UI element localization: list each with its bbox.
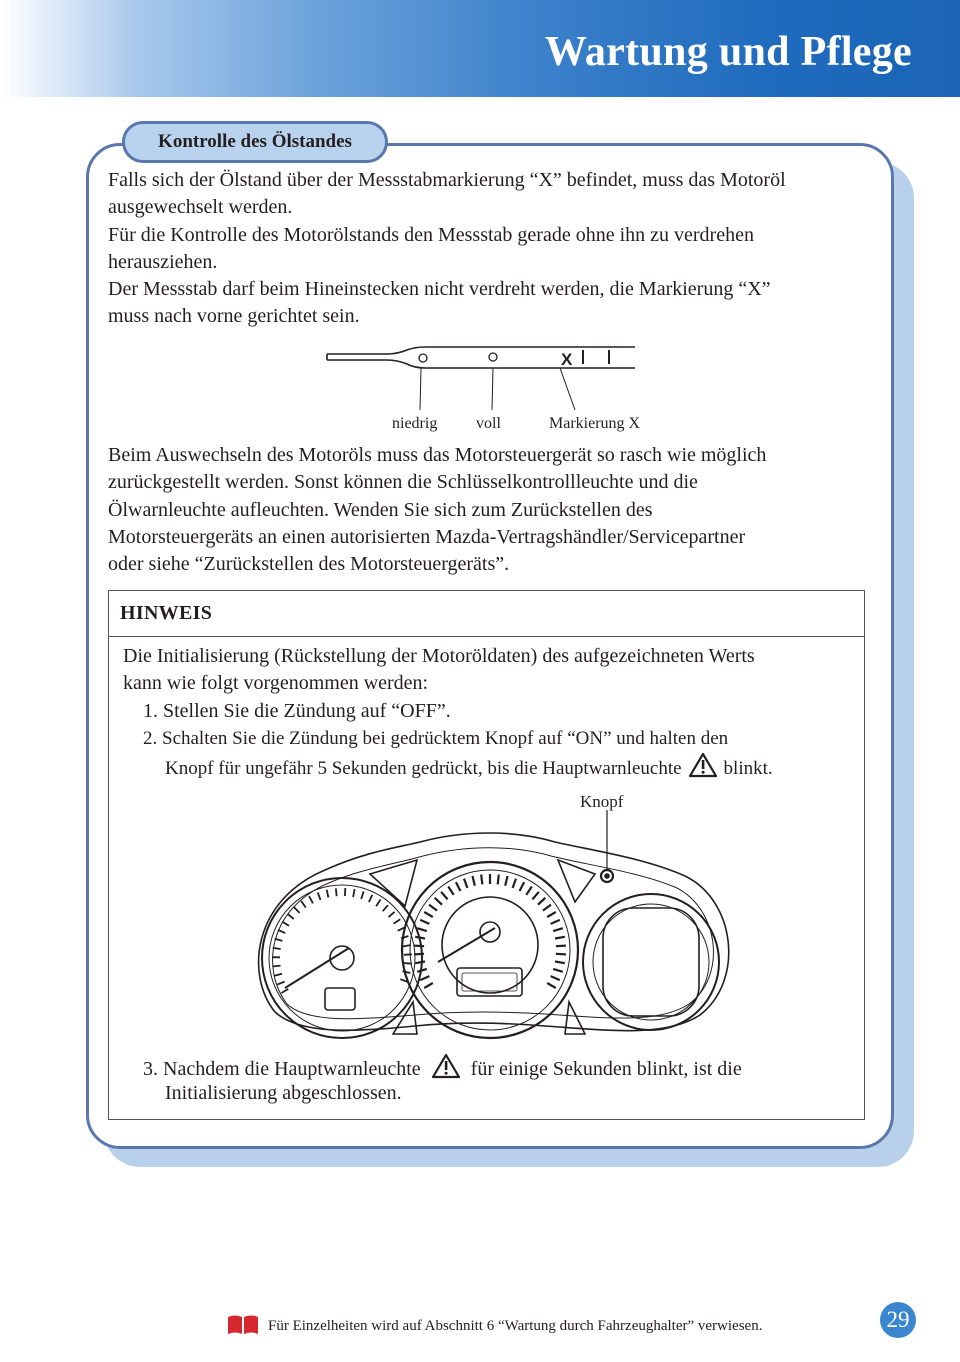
reset-line: Ölwarnleuchte aufleuchten. Wenden Sie sich zum Zurückstellen des bbox=[108, 498, 653, 521]
gauge-tick bbox=[415, 962, 425, 964]
gauge-tick bbox=[404, 954, 412, 955]
note-heading: HINWEIS bbox=[120, 602, 213, 624]
gauge-tick bbox=[275, 939, 283, 941]
dipstick-label-low: niedrig bbox=[392, 415, 438, 432]
dipstick-mark-symbol: X bbox=[561, 350, 573, 369]
gauge-tick bbox=[277, 982, 284, 985]
gauge-tick bbox=[353, 889, 355, 897]
gauge-tick bbox=[553, 928, 563, 931]
gauge-tick bbox=[556, 954, 566, 955]
gauge-tick bbox=[555, 937, 565, 939]
gauge-tick bbox=[417, 928, 427, 931]
gauge-tick bbox=[424, 912, 433, 917]
knob-label: Knopf bbox=[580, 792, 624, 811]
gauge-tick bbox=[282, 922, 289, 926]
gauge-tick bbox=[281, 989, 288, 993]
gauge-tick bbox=[556, 946, 566, 947]
gauge-tick bbox=[424, 983, 433, 988]
gauge-tick bbox=[273, 966, 281, 967]
instrument-cluster-illustration bbox=[245, 790, 730, 1035]
gauge-tick bbox=[273, 948, 281, 949]
note-step-1: 1. Stellen Sie die Zündung auf “OFF”. bbox=[143, 700, 451, 722]
gauge-tick bbox=[404, 963, 412, 964]
gauge-tick bbox=[505, 876, 507, 886]
gauge-tick bbox=[274, 974, 282, 976]
gauge-tick bbox=[420, 920, 429, 924]
note-intro-line: kann wie folgt vorgenommen werden: bbox=[123, 672, 429, 694]
gauge-tick bbox=[394, 919, 401, 923]
gauge-tick bbox=[520, 882, 525, 891]
gauge-tick bbox=[441, 892, 448, 900]
gauge-tick bbox=[301, 901, 306, 908]
gauge-tick bbox=[473, 876, 475, 886]
gauge-tick bbox=[498, 875, 499, 885]
gauge-tick bbox=[547, 983, 556, 988]
book-icon bbox=[226, 1313, 260, 1335]
note-step-3-line-1 bbox=[143, 1053, 742, 1083]
gauge-tick bbox=[336, 888, 337, 896]
intro-line: Für die Kontrolle des Motorölstands den Messstab gerade ohne ihn zu verdrehen bbox=[108, 223, 754, 246]
gauge-tick bbox=[551, 920, 560, 924]
gauge-tick bbox=[547, 912, 556, 917]
gauge-tick bbox=[403, 971, 411, 973]
note-step-3-text: für einige Sekunden blinkt, ist die bbox=[470, 1058, 742, 1080]
reset-paragraph bbox=[108, 442, 888, 578]
intro-line: Falls sich der Ölstand über der Messstabmarkierung “X” befindet, muss das Motoröl bbox=[108, 169, 786, 191]
gauge-tick bbox=[288, 914, 294, 919]
note-intro-line: Die Initialisierung (Rückstellung der Motoröldaten) des aufgezeichneten Werts bbox=[123, 645, 755, 667]
intro-line: ausgewechselt werden. bbox=[108, 196, 293, 219]
note-header bbox=[109, 591, 864, 637]
note-step-2-text: blinkt. bbox=[723, 758, 773, 779]
gauge-tick bbox=[435, 898, 442, 905]
dipstick-label-full: voll bbox=[476, 415, 501, 432]
reset-line: oder siehe “Zurückstellen des Motorsteuergeräts”. bbox=[108, 553, 510, 576]
gauge-tick bbox=[327, 890, 329, 898]
intro-line: herausziehen. bbox=[108, 250, 218, 273]
reset-line: Beim Auswechseln des Motoröls muss das Motorsteuergerät so rasch wie möglich bbox=[108, 444, 767, 466]
gauge-tick bbox=[448, 887, 454, 895]
gauge-tick bbox=[526, 887, 532, 895]
gauge-tick bbox=[532, 892, 539, 900]
gauge-tick bbox=[481, 875, 482, 885]
section-title: Kontrolle des Ölstandes bbox=[158, 131, 352, 152]
gauge-tick bbox=[361, 891, 363, 899]
page-number: 29 bbox=[880, 1302, 916, 1338]
gauge-tick bbox=[415, 937, 425, 939]
dipstick-illustration bbox=[325, 338, 670, 438]
gauge-tick bbox=[309, 896, 313, 903]
gauge-tick bbox=[513, 879, 516, 888]
gauge-tick bbox=[318, 892, 321, 900]
note-step-2-line-2 bbox=[165, 752, 773, 782]
gauge-tick bbox=[414, 946, 424, 947]
note-step-3-text: 3. Nachdem die Hauptwarnleuchte bbox=[143, 1058, 421, 1080]
gauge-tick bbox=[464, 879, 467, 888]
page-header bbox=[0, 0, 960, 97]
gauge-tick bbox=[383, 905, 388, 911]
gauge-tick bbox=[555, 962, 565, 964]
gauge-tick bbox=[543, 905, 551, 911]
gauge-tick bbox=[456, 882, 461, 891]
master-warning-icon bbox=[688, 752, 718, 778]
gauge-tick bbox=[376, 900, 380, 907]
reset-line: Motorsteuergeräts an einen autorisierten Mazda-Vertragshändler/Servicepartner bbox=[108, 525, 746, 548]
dipstick-label-mark: Markierung X bbox=[549, 415, 641, 432]
note-step-2-line-1: 2. Schalten Sie die Zündung bei gedrücktem Knopf auf “ON” und halten den bbox=[143, 728, 729, 749]
master-warning-icon bbox=[431, 1053, 461, 1079]
gauge-tick bbox=[389, 912, 395, 917]
gauge-tick bbox=[420, 976, 429, 980]
note-step-3-line-2: Initialisierung abgeschlossen. bbox=[165, 1082, 402, 1104]
intro-line: muss nach vorne gerichtet sein. bbox=[108, 305, 360, 328]
gauge-tick bbox=[553, 969, 563, 972]
gauge-tick bbox=[417, 969, 427, 972]
gauge-tick bbox=[429, 905, 437, 911]
intro-line: Der Messstab darf beim Hineinstecken nicht verdreht werden, die Markierung “X” bbox=[108, 278, 771, 301]
footer-reference: Für Einzelheiten wird auf Abschnitt 6 “Wartung durch Fahrzeughalter” verwiesen. bbox=[268, 1318, 763, 1334]
gauge-tick bbox=[278, 930, 285, 933]
note-step-2-text: Knopf für ungefähr 5 Sekunden gedrückt, bis die Hauptwarnleuchte bbox=[165, 758, 682, 779]
gauge-tick bbox=[369, 895, 372, 902]
gauge-tick bbox=[551, 976, 560, 980]
reset-line: zurückgestellt werden. Sonst können die Schlüsselkontrollleuchte und die bbox=[108, 471, 698, 494]
intro-paragraph bbox=[108, 167, 888, 331]
page-title: Wartung und Pflege bbox=[544, 29, 912, 75]
gauge-tick bbox=[538, 898, 545, 905]
gauge-tick bbox=[414, 954, 424, 955]
section-tab bbox=[122, 121, 388, 163]
gauge-tick bbox=[294, 907, 300, 913]
